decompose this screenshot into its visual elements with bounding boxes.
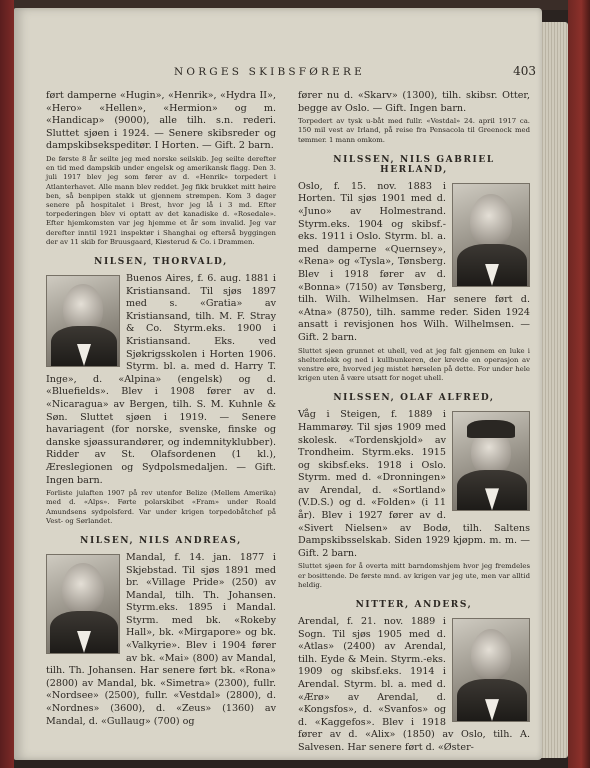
entry-text: Mandal, f. 14. jan. 1877 i Skjebstad. Til sjøs 1891 med br. «Village Pride» (250) av Mandal, tilh. Th. Johansen. Styrm.eks. 1895 i Mandal. Styrm. med bk. «Rokeby Hall», bk. «Mirgapore» og bk. «Valkyrie». Blev i 1904 fører av bk. «Mai» (800) av Mandal, tilh. Th. Johansen. Har senere ført bk. «Rona» (2800) av Mandal, bk. «Simetra» (2300), fullr. «Nordsee» (2500), fullr. «Vestdal» (2800), d. «Nordnes» (3600), d. «Zeus» (1360) av Mandal, d. «Gullaug» (700) og: [46, 551, 276, 727]
portrait-photo: [46, 275, 120, 367]
entry-name: NILSEN, NILS ANDREAS,: [80, 535, 242, 546]
entry-note: Forliste julaften 1907 på rev utenfor Belize (Mellem Amerika) med d. «Alps». Førte polarskibet «Fram» under Roald Amundsens sydpolsferd. Var under krigen torpedobåtchef på Vest- og Sørlandet.: [46, 489, 276, 525]
page-header: [34, 58, 542, 80]
entry-note: Sluttet sjøen for å overta mitt barndomshjem hvor jeg fremdeles er bosittende. De første mnd. av krigen var jeg ute, men var alltid heldig.: [298, 562, 530, 589]
entry-nilsen-thorvald: [46, 257, 276, 526]
left-column: [46, 90, 276, 728]
running-head: NORGES SKIBSFØRERE: [174, 66, 366, 78]
entry-text: Buenos Aires, f. 6. aug. 1881 i Kristiansand. Til sjøs 1897 med s. «Gratia» av Kristiansand, tilh. M. F. Stray & Co. Styrm.eks. 1900 i Kristiansand. Eks. ved Sjøkrigsskolen i Horten 1906. Styrm. bl. a. med d. Harry T. Inge», d. «Alpina» (engelsk) og d. «Bluefields». Blev i 1908 fører av d. «Nicaragua» av Bergen, tilh. S. M. Kuhnle & Søn. Sluttet sjøen i 1919. — Senere havariagent (for norske, svenske, finske og danske sjøassurandører, og indemnityklubber). Ridder av St. Olafsordenen (1 kl.), Æreslegionen og Sydpolsmedaljen. — Gift. Ingen barn.: [46, 273, 276, 486]
right-column: [298, 90, 530, 755]
entry-text: Oslo, f. 15. nov. 1883 i Horten. Til sjøs 1901 med d. «Juno» av Holmestrand. Styrm.eks. 1904 og skibsf.-eks. 1911 i Oslo. Styrm. bl. a. med damperne «Quernsey», «Rena» og «Tysla», Tønsberg. Blev i 1918 fører av d. «Bonna» (7150) av Tønsberg, tilh. Wilh. Wilhelmsen. Har senere ført d. «Atna» (8750), tilh. samme reder. Siden 1924 ansatt i revisjonen hos Wilh. Wilhelmsen. — Gift. 2 barn.: [298, 180, 530, 343]
page-edges: [540, 22, 568, 758]
entry-nilssen-olaf-alfred: [298, 393, 530, 590]
book-cover-left: [0, 0, 14, 768]
entry-text: Våg i Steigen, f. 1889 i Hammarøy. Til sjøs 1909 med skolesk. «Tordenskjold» av Trondheim. Styrm.eks. 1915 og skibsf.eks. 1918 i Oslo. Styrm. med d. «Dronningen» av Arendal, d. «Sortland» (V.D.S.) og d. «Folden» (i 11 år). Blev i 1927 fører av d. «Sivert Nielsen» av Bodø, tilh. Saltens Dampskibsselskab. Siden 1929 kjøpm. m. m. — Gift. 2 barn.: [298, 409, 530, 559]
entry-text: Arendal, f. 21. nov. 1889 i Sogn. Til sjøs 1905 med d. «Atlas» (2400) av Arendal, tilh. Eyde & Mein. Styrm.-eks. 1909 og skibsf.eks. 1914 i Arendal. Styrm. bl. a. med d. «Ærø» av Arendal, d. «Kongsfos», d. «Svanfos» og d. «Kaggefos». Blev i 1918 fører av d. «Alix» (1850) av Oslo, tilh. A. Salvesen. Har senere ført d. «Øster-: [298, 616, 530, 753]
entry-name: NILSSEN, OLAF ALFRED,: [333, 393, 495, 404]
entry-nilssen-nils-gabriel: [298, 155, 530, 384]
entry-nilsen-nils-andreas: [46, 536, 276, 728]
entry-note: Sluttet sjøen grunnet et uhell, ved at jeg falt gjennem en luke i shelterdekk og ned i kullbunkeren, der krevde en operasjon av venstre øre, hvorved jeg mistet hørselen på dette. For under hele krigen uten å være utsatt for noget uhell.: [298, 346, 530, 383]
book-page: [14, 8, 542, 760]
intro-note: De første 8 år seilte jeg med norske seilskib. Jeg seilte derefter en tid med dampskib under engelsk og amerikansk flagg. Den 3. juli 1917 blev jeg som fører av d. «Henrik» torpedert i Atlanterhavet. Alle mann blev reddet. Jeg fikk brukket mitt høire ben, så benpipen stakk ut gjennem strømpen. Kom 3 dager senere på hospitalet i Brest, hvor jeg lå i 3 md. Efter torpederingen blev vi optatt av det kanadiske d. «Rosedale». Efter hjemkomsten var jeg hjemme et år som invalid. Jeg var derefter inntil 1921 inspektør i Shanghai og efterså byggingen der av 11 skib for Bruusgaard, Kiøsterud & Co. i Drammen.: [46, 154, 276, 246]
page-number: 403: [513, 64, 536, 78]
entry-name: NILSEN, THORVALD,: [94, 257, 228, 267]
intro-note: Torpedert av tysk u-båt med fullr. «Vestdal» 24. april 1917 ca. 150 mil vest av Irland, på reise fra Pensacola til Greenock med tømmer. 1 mann omkom.: [298, 117, 530, 144]
intro-text: fører nu d. «Skarv» (1300), tilh. skibsr. Otter, begge av Oslo. — Gift. Ingen barn.: [298, 90, 530, 114]
entry-name: NILSSEN, NILS GABRIEL HERLAND,: [333, 154, 495, 175]
portrait-photo: [46, 554, 120, 654]
portrait-photo: [452, 183, 530, 287]
intro-text: ført damperne «Hugin», «Henrik», «Hydra II», «Hero» «Hellen», «Hermion» og m. «Handicap» (9000), alle tilh. s.n. rederi. Sluttet sjøen i 1924. — Senere skibsreder og dampskibsekspeditør. I Horten. — Gift. 2 barn.: [46, 90, 276, 152]
book-cover-right: [568, 0, 590, 768]
portrait-photo: [452, 411, 530, 511]
entry-nitter-anders: [298, 600, 530, 755]
portrait-photo: [452, 618, 530, 722]
entry-name: NITTER, ANDERS,: [355, 600, 473, 611]
